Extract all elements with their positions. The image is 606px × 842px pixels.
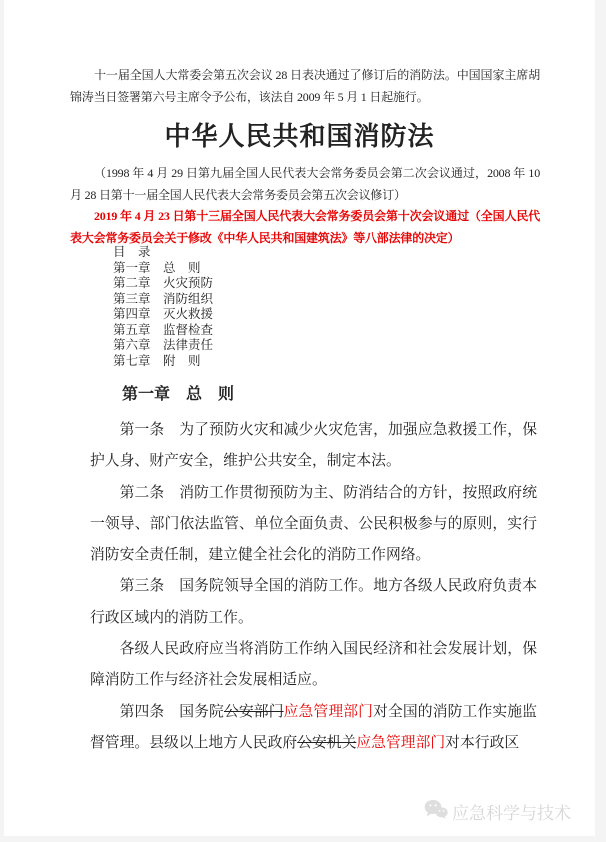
document-page [4, 0, 595, 836]
table-of-contents [113, 245, 413, 369]
article-2: 第二条 消防工作贯彻预防为主、防消结合的方针，按照政府统一领导、部门依法监管、单位全面负责、公民积极参与的原则，实行消防安全责任制，建立健全社会化的消防工作网络。 [90, 484, 537, 564]
chapter-1-body [90, 415, 537, 759]
article-4 [90, 697, 537, 760]
toc-item-chapter-4: 第四章 灭火救援 [113, 307, 214, 321]
watermark [424, 799, 571, 824]
article-3-paragraph-2: 各级人民政府应当将消防工作纳入国民经济和社会发展计划，保障消防工作与经济社会发展相适应。 [90, 641, 537, 689]
article-4-text: 第四条 国务院 [119, 703, 224, 720]
toc-heading: 目 录 [113, 245, 151, 259]
toc-item-chapter-1: 第一章 总 则 [113, 260, 201, 275]
article-4-text: 对本行政区 [445, 734, 520, 751]
watermark-label: 应急科学与技术 [452, 804, 571, 823]
revision-note: （1998 年 4 月 29 日第九届全国人民代表大会常务委员会第二次会议通过，2008 年 10 月 28 日第十一届全国人民代表大会常务委员会第五次会议修订） [70, 166, 540, 202]
replacement-text: 应急管理部门 [356, 734, 446, 751]
toc-item-chapter-3: 第三章 消防组织 [113, 291, 214, 306]
amendment-note: 2019 年 4 月 23 日第十三届全国人民代表大会常务委员会第十次会议通过（全国人民代表大会常务委员会关于修改《中华人民共和国建筑法》等八部法律的决定） [70, 209, 540, 245]
toc-item-chapter-2: 第二章 火灾预防 [113, 276, 214, 290]
chapter-1-heading: 第一章 总 则 [122, 386, 235, 403]
article-1: 第一条 为了预防火灾和减少火灾危害，加强应急救援工作，保护人身、财产安全，维护公共安全，制定本法。 [90, 422, 537, 470]
deleted-text: 公安部门 [223, 703, 284, 720]
article-4-text: 对全国的消防工作实施监督管理。县级以上地方人民政府 [90, 703, 537, 751]
deleted-text: 公安机关 [297, 734, 357, 751]
document-title: 中华人民共和国消防法 [164, 122, 435, 151]
article-3: 第三条 国务院领导全国的消防工作。地方各级人民政府负责本行政区域内的消防工作。 [90, 578, 537, 626]
intro-paragraph: 十一届全国人大常委会第五次会议 28 日表决通过了修订后的消防法。中国国家主席胡锦涛当日签署第六号主席令予公布，该法自 2009 年 5 月 1 日起施行。 [70, 68, 540, 104]
revision-notes [70, 163, 540, 249]
toc-item-chapter-6: 第六章 法律责任 [113, 338, 214, 352]
toc-item-chapter-5: 第五章 监督检查 [113, 322, 214, 337]
wechat-logo-icon [424, 799, 448, 824]
replacement-text: 应急管理部门 [283, 703, 374, 720]
toc-item-chapter-7: 第七章 附 则 [113, 353, 201, 368]
